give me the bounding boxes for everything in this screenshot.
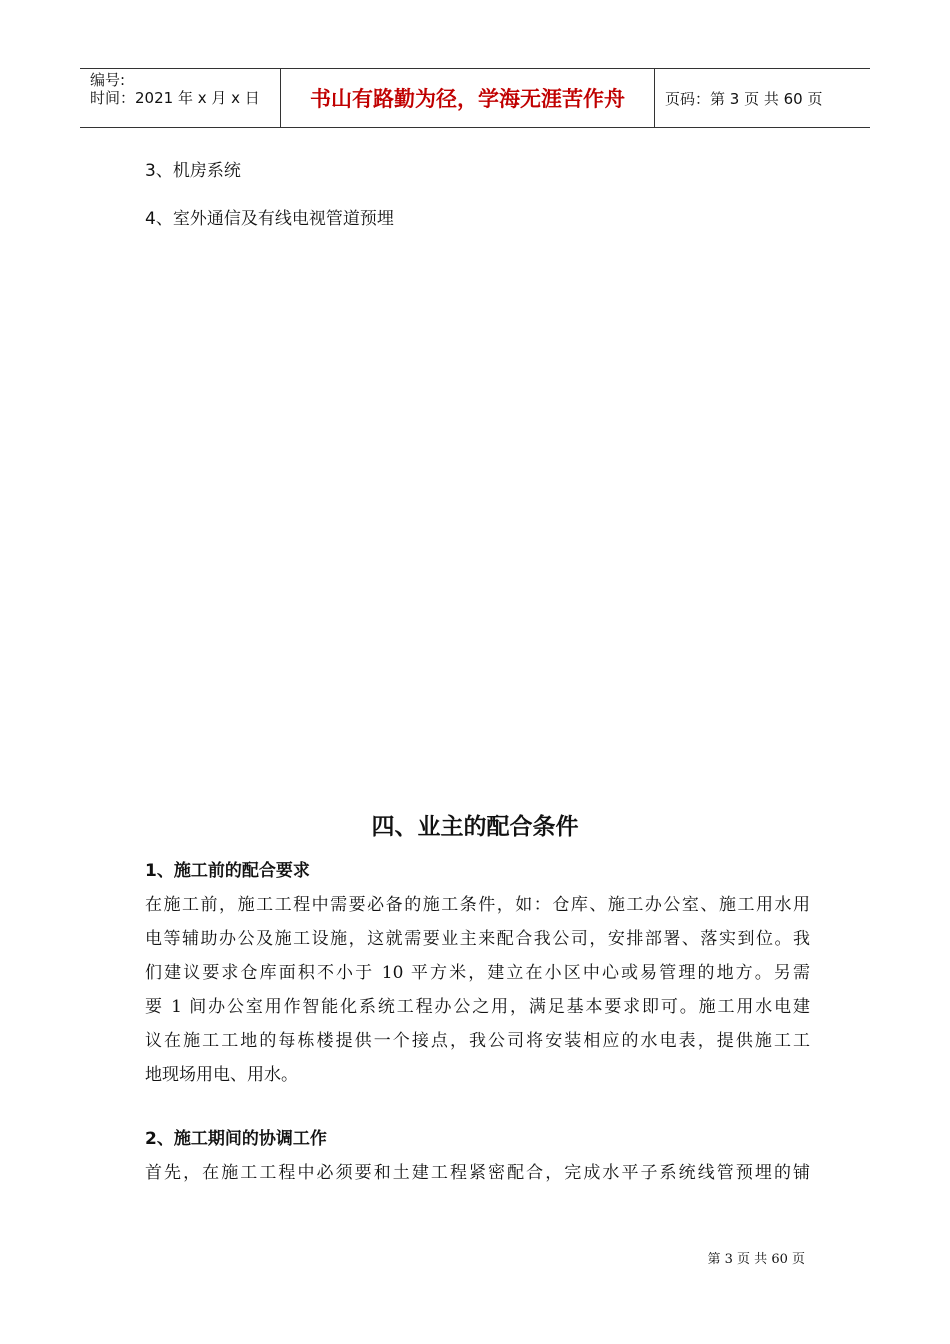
header-page-number: 页码：第 3 页 共 60 页 [665,89,823,108]
paragraph-line: 电等辅助办公及施工设施，这就需要业主来配合我公司，安排部署、落实到位。我 [145,929,810,949]
document-number-label: 编号: [90,71,126,89]
document-time-label: 时间：2021 年 x 月 x 日 [90,89,260,107]
section-title: 四、业主的配合条件 [371,814,579,840]
paragraph-line: 在施工前，施工工程中需要必备的施工条件，如：仓库、施工办公室、施工用水用 [145,895,810,915]
paragraph-line: 首先，在施工工程中必须要和土建工程紧密配合，完成水平子系统线管预埋的铺 [145,1163,810,1183]
header-motto: 书山有路勤为径，学海无涯苦作舟 [281,69,655,127]
paragraph-line: 议在施工工地的每栋楼提供一个接点，我公司将安装相应的水电表，提供施工工 [145,1031,810,1051]
list-item-outdoor-pipes: 4、室外通信及有线电视管道预埋 [145,209,394,229]
paragraph-line: 们建议要求仓库面积不小于 10 平方米，建立在小区中心或易管理的地方。另需 [145,963,810,983]
sub-heading-during-construction: 2、施工期间的协调工作 [145,1129,327,1149]
header-meta [80,69,281,127]
page-footer: 第 3 页 共 60 页 [707,1252,805,1267]
paragraph-during-construction [145,1156,810,1190]
list-item-machine-room: 3、机房系统 [145,161,241,181]
paragraph-line: 要 1 间办公室用作智能化系统工程办公之用，满足基本要求即可。施工用水电建 [145,997,810,1017]
paragraph-before-construction [145,888,810,1092]
sub-heading-before-construction: 1、施工前的配合要求 [145,861,310,881]
paragraph-line: 地现场用电、用水。 [145,1065,298,1085]
document-header [80,68,870,128]
